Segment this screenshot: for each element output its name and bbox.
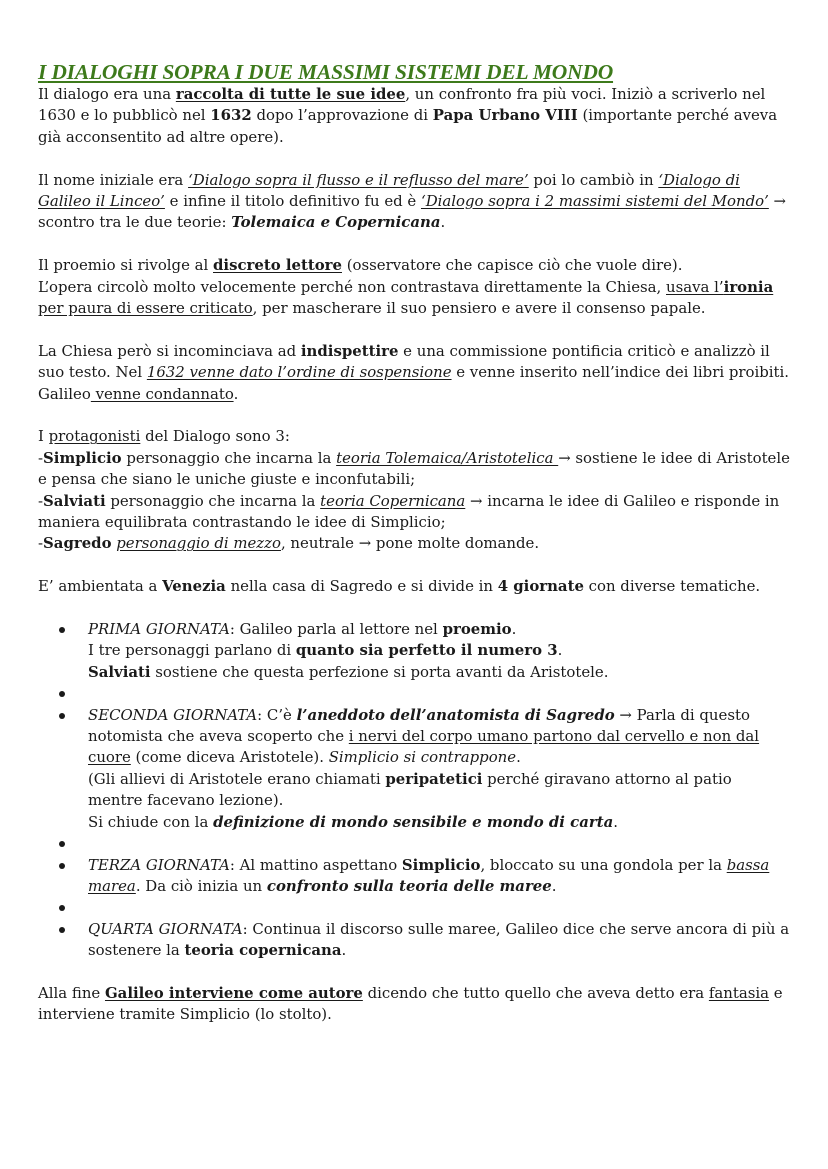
list-item-prima-giornata [38,619,790,683]
text: (importante perché aveva già acconsentito ad altre opere). [38,106,778,146]
text: Si chiude con la [88,812,214,831]
highlight: definizione di mondo sensibile e mondo di carta [213,812,614,831]
text: , per mascherare il suo pensiero e avere il consenso papale. [252,299,706,318]
giornata-label: SECONDA GIORNATA [88,705,258,724]
highlight: l’aneddoto dell’anatomista di Sagredo [296,705,615,724]
giornata-label: TERZA GIORNATA [88,855,230,874]
text: perché giravano attorno al patio mentre facevano lezione). [88,769,732,810]
paragraph-chiesa [38,341,790,405]
text: , neutrale → pone molte domande. [280,534,540,553]
spacer [38,148,790,169]
text: : C’è [257,705,297,724]
document-body [38,84,790,1026]
paragraph-proemio [38,255,790,319]
text: (Gli allievi di Aristotele erano chiamati [88,769,386,788]
highlight: 1632 venne dato l’ordine di sospensione [146,363,452,382]
highlight: teoria Tolemaica/Aristotelica [336,448,559,467]
highlight: personaggio di mezzo [116,534,281,553]
paragraph-titles [38,170,790,234]
text: . [551,876,557,895]
text: . [613,812,618,831]
list-item-terza-giornata [38,855,790,898]
spacer [38,234,790,255]
highlight: ironia [723,277,774,296]
spacer [38,319,790,340]
highlight: Galileo interviene come autore [104,983,363,1002]
character-name: Salviati [88,662,151,681]
dash: - [38,448,44,467]
highlight: raccolta di tutte le sue idee [175,85,406,103]
highlight: 4 giornate [497,577,584,596]
character-name: Simplicio [401,855,481,874]
text: . [233,384,239,403]
highlight: quanto sia perfetto il numero 3 [295,641,558,660]
text: La Chiesa però si incominciava ad [38,341,301,360]
text: personaggio che incarna la [105,491,321,510]
highlight: teoria copernicana [184,941,342,960]
highlight: Simplicio si contrappone [328,748,517,767]
text: . [440,213,446,232]
text: e venne inserito nell’indice dei libri proibiti. [451,363,789,382]
highlight: proemio [442,620,512,639]
text: , un confronto fra più voci. Iniziò a scriverlo nel 1630 e lo pubblicò nel [38,85,766,125]
text: Galileo [38,384,91,403]
giornata-label: QUARTA GIORNATA [88,919,243,938]
spacer [38,962,790,983]
paragraph-protagonisti [38,426,790,554]
text: I tre personaggi parlano di [88,641,296,660]
spacer [38,598,790,619]
text: . [516,748,521,767]
paragraph-finale [38,983,790,1026]
text: con diverse tematiche. [583,577,761,596]
giornata-label: PRIMA GIORNATA [88,620,230,639]
highlight: protagonisti [48,427,141,446]
text: Il dialogo era una [38,85,176,103]
highlight: Tolemaica e Copernicana [231,213,441,232]
text: per paura di essere criticato [38,299,253,318]
text: Il nome iniziale era [38,170,189,189]
text: → Parla di questo notomista che aveva scoperto che [88,705,750,746]
text: → incarna le idee di Galileo e risponde in maniera equilibrata contrastando le idee di Simplicio; [38,491,780,532]
text: dopo l’approvazione di [251,106,433,125]
highlight: fantasia [708,983,770,1002]
spacer [38,683,790,704]
text: : Galileo parla al lettore nel [229,620,443,639]
text: dicendo che tutto quello che aveva detto era [362,983,709,1002]
highlight: confronto sulla teoria delle maree [266,876,552,895]
spacer [38,555,790,576]
text: e interviene tramite Simplicio (lo stolto). [38,983,783,1024]
text: poi lo cambiò in [528,170,659,189]
text: (come diceva Aristotele). [130,748,329,767]
text: → scontro tra le due teorie: [38,192,787,232]
document-title: I DIALOGHI SOPRA I DUE MASSIMI SISTEMI DEL MONDO [38,60,614,84]
paragraph-ambientazione [38,576,790,597]
year: 1632 [210,106,252,125]
highlight: Papa Urbano VIII [432,106,578,125]
text: personaggio che incarna la [121,448,337,467]
character-name: Sagredo [43,534,112,553]
text: → sostiene le idee di Aristotele e pensa che siano le uniche giuste e inconfutabili; [38,448,790,489]
highlight: bassa marea [88,855,770,895]
list-item-seconda-giornata [38,705,790,833]
highlight: i nervi del corpo umano partono dal cervello e non dal cuore [88,727,760,767]
text: . [341,941,347,960]
text: . [511,620,517,639]
highlight: teoria Copernicana [320,491,466,510]
text: nella casa di Sagredo e si divide in [225,577,498,596]
text: . Da ciò inizia un [135,876,267,895]
text: venne condannato [90,384,234,403]
character-name: Simplicio [43,448,122,467]
text: I [38,427,49,446]
title-quote: ‘Dialogo di Galileo il Linceo’ [38,170,740,211]
text: del Dialogo sono 3: [140,427,290,446]
text: : Continua il discorso sulle maree, Galileo dice che serve ancora di più a sostenere la [88,919,790,960]
text: E’ ambientata a [38,577,163,596]
text: usava l’ [666,277,724,296]
paragraph-intro [38,84,790,148]
text: : Al mattino aspettano [229,855,402,874]
highlight: Venezia [162,577,226,596]
text: sostiene che questa perfezione si porta avanti da Aristotele. [150,662,609,681]
text: e infine il titolo definitivo fu ed è [164,192,421,211]
spacer [38,833,790,854]
text: L’opera circolò molto velocemente perché non contrastava direttamente la Chiesa, [38,277,667,296]
title-quote: ‘Dialogo sopra i 2 massimi sistemi del Mondo’ [420,192,769,211]
list-item-quarta-giornata [38,919,790,962]
highlight: peripatetici [385,769,483,788]
dash: - [38,534,44,553]
dash: - [38,491,44,510]
text: (osservatore che capisce ciò che vuole dire). [341,256,683,275]
text: Alla fine [38,983,105,1002]
highlight: discreto lettore [213,256,342,275]
spacer [38,405,790,426]
character-name: Salviati [43,491,106,510]
text: e una commissione pontificia criticò e analizzò il suo testo. Nel [38,341,770,382]
text: , bloccato su una gondola per la [480,855,727,874]
spacer [38,897,790,918]
text: . [557,641,563,660]
giornate-list [38,619,790,961]
title-quote: ‘Dialogo sopra il flusso e il reflusso del mare’ [188,170,529,189]
text: Il proemio si rivolge al [38,256,213,275]
highlight: indispettire [300,341,399,360]
